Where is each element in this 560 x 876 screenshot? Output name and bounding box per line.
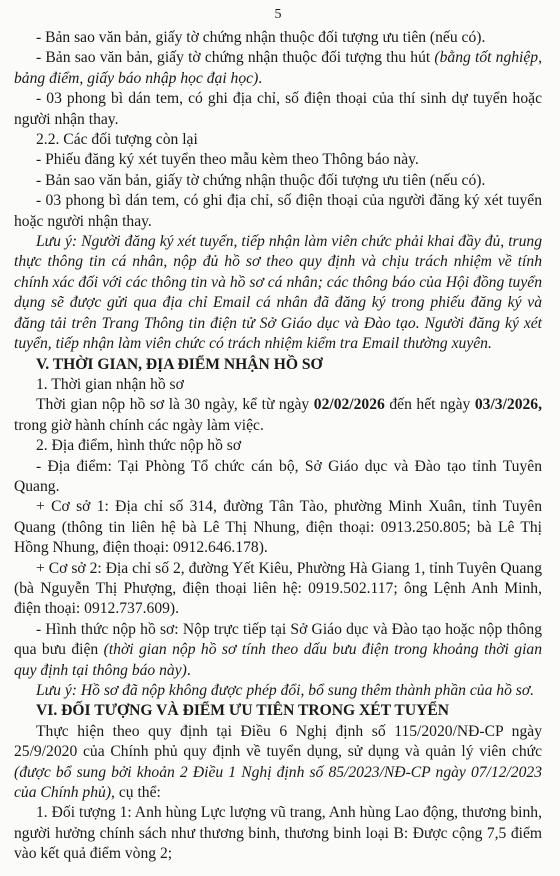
subheading-location: 2. Địa điểm, hình thức nộp hồ sơ xyxy=(36,437,242,455)
text-run: , cụ thể: xyxy=(111,784,161,802)
text-run: . xyxy=(186,661,191,679)
paragraph-facility-2: + Cơ sở 2: Địa chỉ số 2, đường Yết Kiêu, Phường Hà Giang 1, tỉnh Tuyên Quang (bà Nguyễn Thị Phượng, điện thoại liên hệ: 0919.502.117; ông Lệnh Anh Minh, điện thoại: 0912.737.609). xyxy=(14,559,542,618)
date-end: 03/3/2026, xyxy=(474,396,542,414)
italic-run: (bằng tốt nghiệp, bảng điểm, giấy báo nhập học đại học) xyxy=(14,49,542,87)
note-paragraph-2: Lưu ý: Hồ sơ đã nộp không được phép đổi, bổ sung thêm thành phần của hồ sơ. xyxy=(36,682,535,699)
paragraph-location: - Địa điểm: Tại Phòng Tổ chức cán bộ, Sở Giáo dục và Đào tạo tỉnh Tuyên Quang. xyxy=(14,457,542,495)
text-run: trong giờ hành chính các ngày làm việc. xyxy=(14,416,264,434)
paragraph-facility-1: + Cơ sở 1: Địa chỉ số 314, đường Tân Tào, phường Minh Xuân, tỉnh Tuyên Quang (thông tin liên hệ bà Lê Thị Nhung, điện thoại: 0913.250.805; bà Lê Thị Hồng Nhung, điện thoại: 0912.646.178). xyxy=(14,498,542,557)
note-paragraph: Lưu ý: Người đăng ký xét tuyển, tiếp nhận làm viên chức phải khai đầy đủ, trung thực thông tin cá nhân, nộp đủ hồ sơ theo quy định và chịu trách nhiệm về tính chính xác đối với các thông tin và hồ sơ cá nhân; các thông báo của Hội đồng tuyển dụng sẽ được gửi qua địa chỉ Email cá nhân đã đăng ký trong phiếu đăng ký và đăng tải trên Trang Thông tin điện tử Sở Giáo dục và Đào tạo. Người đăng ký xét tuyển, tiếp nhận làm viên chức có trách nhiệm kiểm tra Email thường xuyên. xyxy=(14,233,542,353)
text-run: - Hình thức nộp hồ sơ: Nộp trực tiếp tại Sở Giáo dục và Đào tạo hoặc nộp thông qua bưu điện xyxy=(14,620,542,659)
page-number: 5 xyxy=(274,7,282,22)
section-heading-vi: VI. ĐỐI TƯỢNG VÀ ĐIỂM ƯU TIÊN TRONG XÉT TUYỂN xyxy=(36,702,450,720)
text-run: . xyxy=(258,69,263,87)
paragraph-registration-form: - Phiếu đăng ký xét tuyển theo mẫu kèm theo Thông báo này. xyxy=(36,151,419,169)
paragraph-regulation xyxy=(14,722,542,804)
text-run: đến hết ngày xyxy=(384,396,475,414)
section-heading-v: V. THỜI GIAN, ĐỊA ĐIỂM NHẬN HỒ SƠ xyxy=(36,355,323,373)
paragraph-copy-attraction-docs xyxy=(14,48,542,89)
italic-run: (được bổ sung bởi khoản 2 Điều 1 Nghị định số 85/2023/NĐ-CP ngày 07/12/2023 của Chính phủ) xyxy=(14,763,542,802)
paragraph-copy-priority-docs-2: - Bản sao văn bản, giấy tờ chứng nhận thuộc đối tượng ưu tiên (nếu có). xyxy=(36,171,486,189)
subheading-time: 1. Thời gian nhận hồ sơ xyxy=(36,375,184,393)
paragraph-subject-1: 1. Đối tượng 1: Anh hùng Lực lượng vũ trang, Anh hùng Lao động, thương binh, người hưởng chính sách như thương binh, thương binh loại B: Được cộng 7,5 điểm vào kết quả điểm vòng 2; xyxy=(14,804,542,863)
paragraph-envelopes: - 03 phong bì dán tem, có ghi địa chỉ, số điện thoại của thí sinh dự tuyển hoặc người nhận thay. xyxy=(14,90,542,128)
text-run: - Bản sao văn bản, giấy tờ chứng nhận thuộc đối tượng thu hút xyxy=(36,49,435,67)
paragraph-submission-period xyxy=(14,395,542,436)
paragraph-envelopes-2: - 03 phong bì dán tem, có ghi địa chỉ, số điện thoại của người đăng ký xét tuyển hoặc người nhận thay. xyxy=(14,192,542,230)
italic-run: (thời gian nộp hồ sơ tính theo dấu bưu điện trong khoảng thời gian quy định tại thông báo này) xyxy=(14,641,542,679)
text-run: Thực hiện theo quy định tại Điều 6 Nghị định số 115/2020/NĐ-CP ngày 25/9/2020 của Chính phủ quy định về tuyển dụng, sử dụng và quản lý viên chức xyxy=(14,722,542,761)
paragraph-copy-priority-docs: - Bản sao văn bản, giấy tờ chứng nhận thuộc đối tượng ưu tiên (nếu có). xyxy=(36,29,486,46)
text-run: Thời gian nộp hồ sơ là 30 ngày, kể từ ngày xyxy=(36,396,314,414)
subheading-other-subjects: 2.2. Các đối tượng còn lại xyxy=(36,131,198,149)
date-start: 02/02/2026 xyxy=(313,396,385,414)
paragraph-submission-method xyxy=(14,620,542,681)
